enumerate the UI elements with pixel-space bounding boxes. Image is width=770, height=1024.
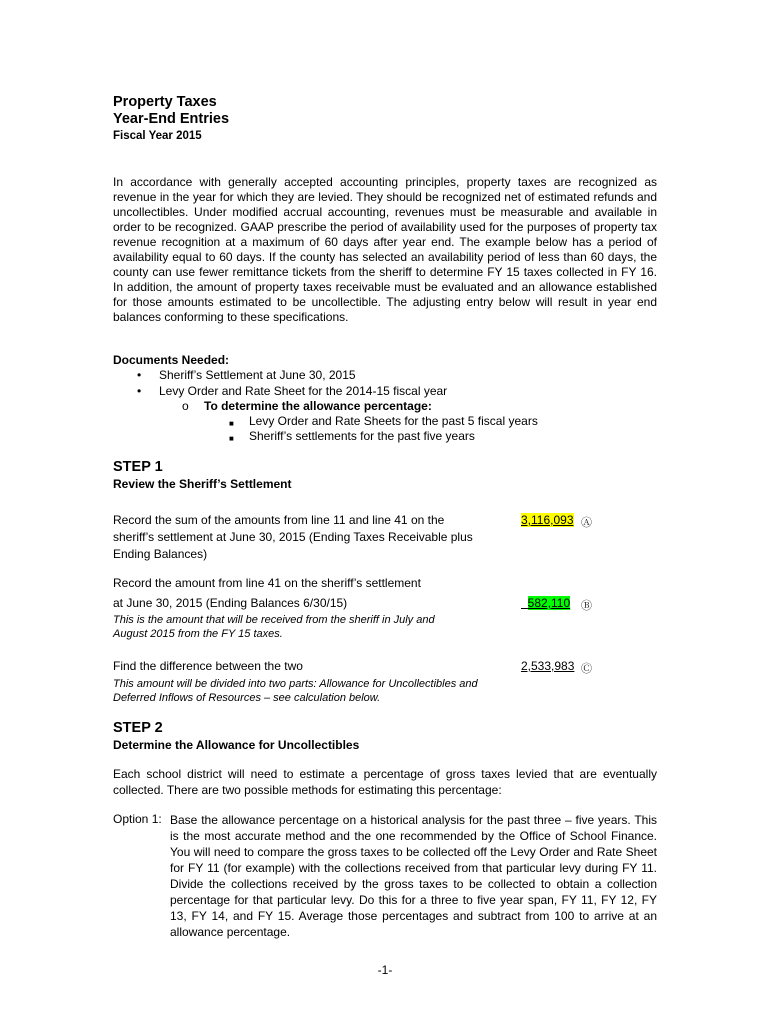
value-c: 2,533,983 (521, 659, 575, 673)
page-subtitle: Fiscal Year 2015 (113, 130, 202, 142)
step1-subheading: Review the Sheriff’s Settlement (113, 477, 292, 491)
step1-heading: STEP 1 (113, 459, 163, 475)
value-a: 3,116,093 (521, 513, 574, 527)
step1-line-c-note: This amount will be divided into two parts: Allowance for Uncollectibles and Deferred Inflows of Resources – see calculation below. (113, 678, 478, 704)
document-subheading: o To determine the allowance percentage: (182, 399, 432, 413)
bullet-icon: • (137, 368, 142, 382)
step1-line-b-text-1: Record the amount from line 41 on the sheriff’s settlement (113, 576, 421, 590)
step1-line-b-text-2: at June 30, 2015 (Ending Balances 6/30/15) (113, 596, 348, 610)
circled-a-icon: Ⓐ (581, 517, 592, 529)
title-line-2: Year-End Entries (113, 111, 230, 127)
intro-paragraph: In accordance with generally accepted accounting principles, property taxes are recognized as revenue in the year for which they are levied. They should be recognized net of estimated refunds and uncollectibles. Under modified accrual accounting, revenues must be measurable and available in order to be recognized. GAAP prescribe the period of availability used for the purposes of property tax revenue recognition at a maximum of 60 days after year end. The example below has a period of availability equal to 60 days. If the county has selected an availability period of less than 60 days, the county can use fewer remittance tickets from the sheriff to determine FY 15 taxes collected in FY 16. In addition, the amount of property taxes receivable must be evaluated and an allowance established for those amounts estimated to be uncollectible. The adjusting entry below will result in year end balances conforming to these specifications. (113, 175, 657, 324)
bullet-icon: • (137, 384, 142, 398)
step2-paragraph: Each school district will need to estimate a percentage of gross taxes levied that are eventually collected. There are two possible methods for estimating this percentage: (113, 767, 657, 797)
document-subitem: ■ Sheriff’s settlements for the past five years (249, 429, 475, 444)
document-item: • Levy Order and Rate Sheet for the 2014-15 fiscal year (137, 384, 448, 398)
step1-line-b-note: This is the amount that will be received from the sheriff in July and August 2015 from the FY 15 taxes. (113, 614, 435, 640)
option1-text: Base the allowance percentage on a historical analysis for the past three – five years. This is the most accurate method and the one recommended by the Office of School Finance. You will need to compare the gross taxes to be collected off the Levy Order and Rate Sheet for FY 11 (for example) with the collections received from that particular levy during FY 11. Divide the collections received by the gross taxes to be collected to obtain a collection percentage for that particular levy. Do this for a three to five year span, FY 11, FY 12, FY 13, FY 14, and FY 15. Average those percentages and subtract from 100 to arrive at an allowance percentage. (170, 813, 657, 939)
document-subitem: ■ Levy Order and Rate Sheets for the past 5 fiscal years (249, 414, 538, 429)
circled-c-icon: Ⓒ (581, 663, 592, 675)
documents-heading: Documents Needed: (113, 353, 230, 367)
step2-subheading: Determine the Allowance for Uncollectibles (113, 738, 360, 752)
circled-b-icon: Ⓑ (581, 600, 592, 612)
page-number: -1- (377, 963, 393, 977)
page-title (113, 94, 229, 128)
step1-line-c-text: Find the difference between the two (113, 659, 303, 673)
square-bullet-icon: ■ (229, 419, 234, 428)
circle-bullet-icon: o (182, 399, 189, 413)
step1-line-a-text: Record the sum of the amounts from line 11 and line 41 on the sheriff’s settlement at June 30, 2015 (Ending Taxes Receivable plus Ending Balances) (113, 513, 473, 561)
value-b: 582,110 (527, 596, 571, 610)
title-line-1: Property Taxes (113, 94, 217, 110)
square-bullet-icon: ■ (229, 434, 234, 443)
option1-label: Option 1: (113, 812, 162, 826)
document-item: • Sheriff’s Settlement at June 30, 2015 (137, 368, 356, 382)
step2-heading: STEP 2 (113, 720, 163, 736)
